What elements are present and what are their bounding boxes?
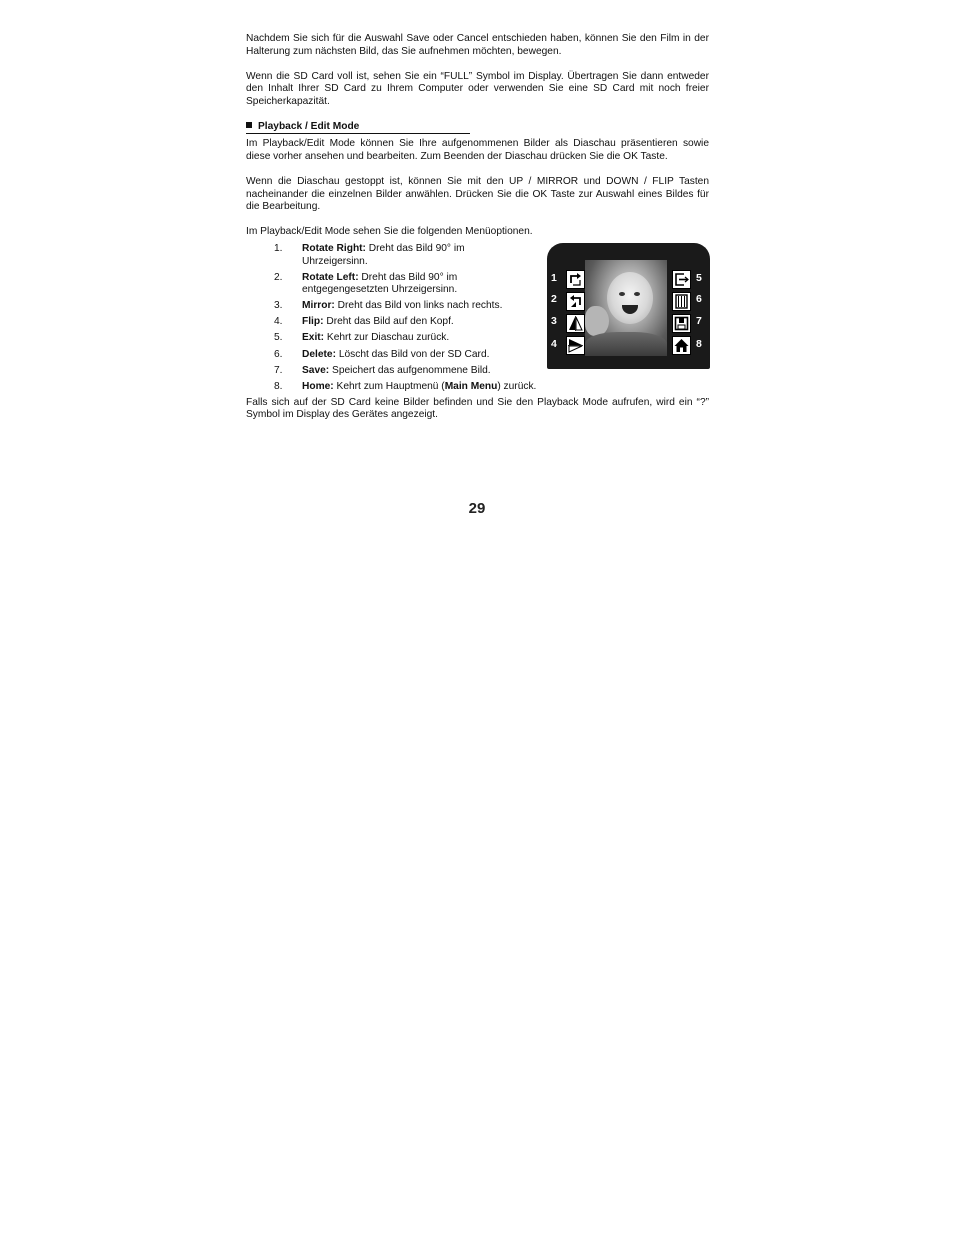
- menu-intro: Im Playback/Edit Mode sehen Sie die folgenden Menüoptionen.: [246, 226, 533, 238]
- item-term: Rotate Right:: [302, 242, 366, 254]
- label-2: 2: [551, 293, 557, 305]
- label-6: 6: [696, 293, 702, 305]
- item-term: Exit:: [302, 332, 325, 344]
- item-number: 5.: [274, 332, 283, 344]
- hand: [585, 306, 609, 336]
- item-term: Delete:: [302, 348, 336, 360]
- item-term: Flip:: [302, 316, 324, 328]
- device-display-illustration: [547, 243, 710, 369]
- eye: [619, 292, 625, 296]
- closing-paragraph: Falls sich auf der SD Card keine Bilder befinden und Sie den Playback Mode aufrufen, wird ein “?” Symbol im Display des Gerätes angezeigt.: [246, 396, 709, 421]
- label-7: 7: [696, 315, 702, 327]
- label-4: 4: [551, 338, 557, 350]
- page-number: 29: [468, 500, 486, 517]
- section-paragraph-1: Im Playback/Edit Mode können Sie Ihre aufgenommenen Bilder als Diaschau präsentieren sowie diese vorher ansehen und bearbeiten. Zum Beenden der Diaschau drücken Sie die OK Taste.: [246, 138, 709, 162]
- item-desc: Dreht das Bild 90° im entgegengesetzten Uhrzeigersinn.: [302, 271, 458, 296]
- list-item: [246, 381, 709, 394]
- flip-icon: [566, 336, 585, 355]
- item-number: 3.: [274, 300, 283, 312]
- item-number: 6.: [274, 348, 283, 360]
- intro-paragraph-2: Wenn die SD Card voll ist, sehen Sie ein “FULL” Symbol im Display. Übertragen Sie dann entweder den Inhalt Ihrer SD Card zu Ihrem Computer oder verwenden Sie eine SD Card mit noch freier Speicherkapazität.: [246, 70, 709, 107]
- mirror-icon: [566, 314, 585, 333]
- bullet-square-icon: [246, 122, 252, 128]
- document-body: [246, 33, 709, 432]
- item-term: Home:: [302, 380, 334, 392]
- label-3: 3: [551, 315, 557, 327]
- blanket: [585, 332, 667, 356]
- item-desc: Kehrt zum Hauptmenü (: [333, 380, 445, 392]
- mouth: [622, 305, 638, 314]
- rotate-right-icon: [566, 270, 585, 289]
- item-number: 2.: [274, 271, 283, 283]
- item-desc: Dreht das Bild von links nach rechts.: [334, 300, 503, 312]
- eye: [634, 292, 640, 296]
- item-number: 4.: [274, 316, 283, 328]
- section-heading-text: Playback / Edit Mode: [258, 121, 360, 133]
- item-desc: Dreht das Bild 90° im Uhrzeigersinn.: [302, 242, 465, 267]
- item-number: 1.: [274, 242, 283, 254]
- delete-icon: [672, 292, 691, 311]
- item-desc-end: ) zurück.: [497, 380, 537, 392]
- label-8: 8: [696, 338, 702, 350]
- item-desc: Speichert das aufgenommene Bild.: [329, 364, 491, 376]
- rotate-left-icon: [566, 292, 585, 311]
- home-icon: [672, 336, 691, 355]
- item-term: Save:: [302, 364, 330, 376]
- item-desc: Dreht das Bild auf den Kopf.: [323, 316, 454, 328]
- label-1: 1: [551, 272, 557, 284]
- item-desc: Kehrt zur Diaschau zurück.: [324, 332, 450, 344]
- item-term-main-menu: Main Menu: [444, 380, 498, 392]
- exit-icon: [672, 270, 691, 289]
- intro-paragraph-1: Nachdem Sie sich für die Auswahl Save oder Cancel entschieden haben, können Sie den Film in der Halterung zum nächsten Bild, das Sie aufnehmen möchten, bewegen.: [246, 33, 709, 57]
- item-desc: Löscht das Bild von der SD Card.: [335, 348, 490, 360]
- label-5: 5: [696, 272, 702, 284]
- baby-face: [607, 272, 653, 324]
- save-icon: [672, 314, 691, 333]
- section-paragraph-2: Wenn die Diaschau gestoppt ist, können Sie mit den UP / MIRROR und DOWN / FLIP Tasten nacheinander die einzelnen Bilder anwählen. Drücken Sie die OK Taste zur Auswahl eines Bildes für die Bearbeitung.: [246, 175, 709, 213]
- item-term: Rotate Left:: [302, 271, 359, 283]
- photo-preview: [585, 260, 667, 356]
- section-heading: [246, 121, 470, 134]
- item-number: 8.: [274, 380, 283, 392]
- item-number: 7.: [274, 364, 283, 376]
- item-term: Mirror:: [302, 300, 335, 312]
